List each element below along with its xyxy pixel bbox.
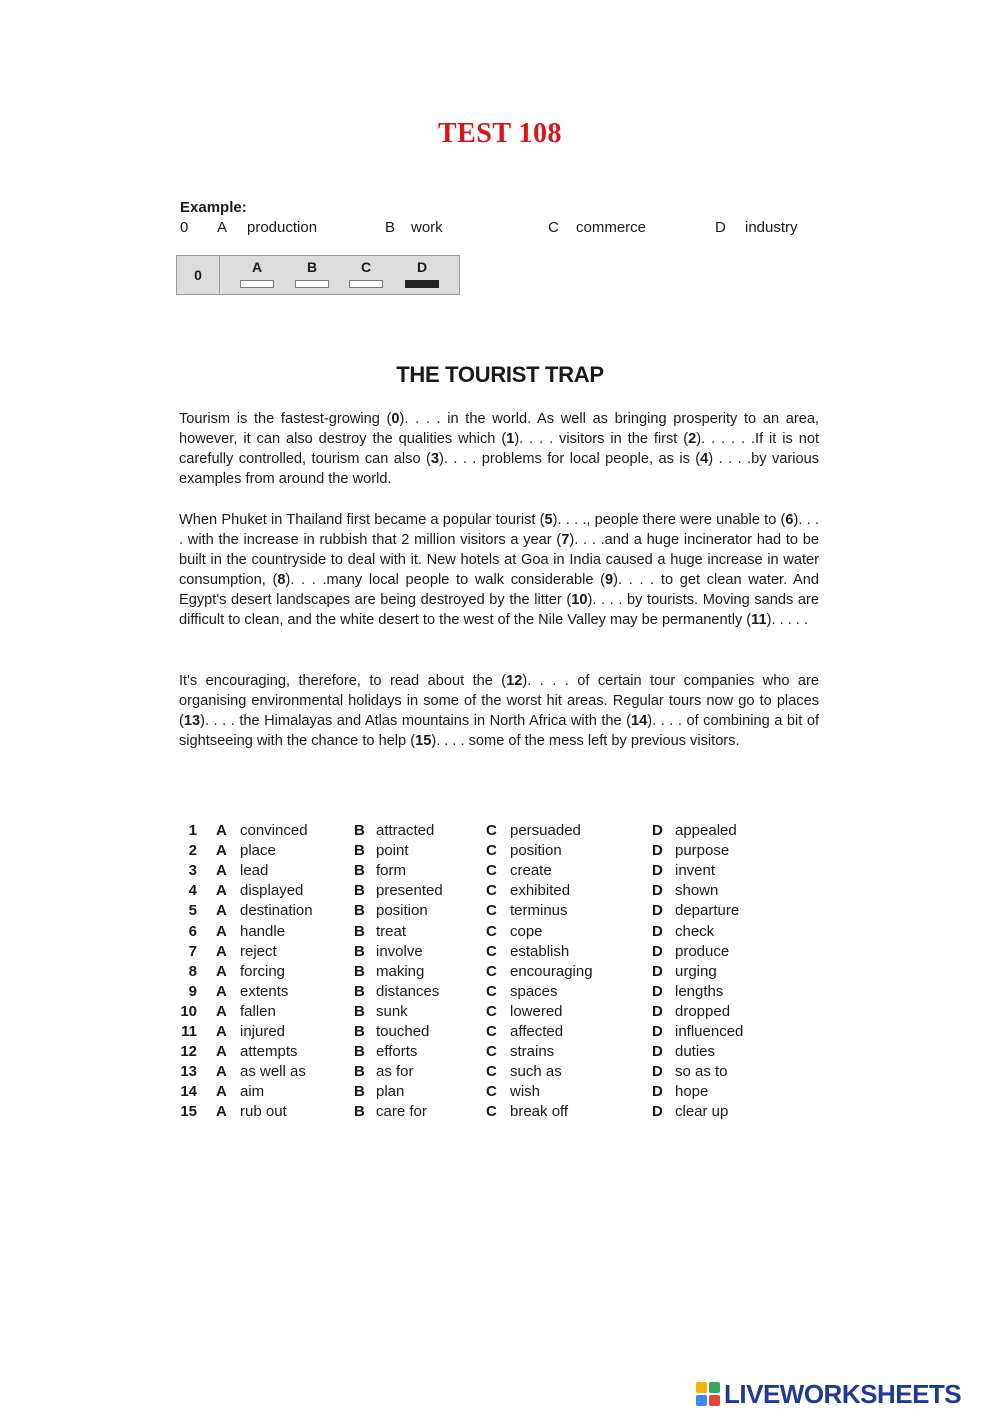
option-text: place [240, 842, 276, 860]
option-text: extents [240, 982, 289, 1000]
option-letter: A [216, 1023, 227, 1040]
example-answer-sheet [176, 255, 460, 295]
option-letter: A [216, 822, 227, 839]
option-text: touched [376, 1023, 430, 1040]
question-number: 12 [180, 1043, 197, 1061]
question-row [176, 983, 816, 1003]
option-text: produce [675, 942, 730, 960]
option-letter: B [354, 1043, 365, 1061]
question-number: 5 [188, 902, 197, 920]
option-letter: C [486, 842, 497, 860]
option-letter: B [354, 1103, 365, 1121]
option-letter: C [486, 882, 497, 900]
liveworksheets-squares-icon [696, 1382, 720, 1406]
option-text: plan [376, 1083, 405, 1101]
option-letter: D [652, 1002, 663, 1020]
answer-sheet-number: 0 [177, 256, 220, 294]
option-text: presented [376, 882, 443, 900]
question-number: 2 [188, 842, 197, 860]
page-title: TEST 108 [437, 118, 563, 149]
option-letter: C [486, 922, 497, 940]
option-text: form [376, 862, 406, 880]
option-letter: A [216, 842, 227, 860]
question-number: 11 [181, 1023, 197, 1040]
question-row [176, 943, 816, 963]
option-text: wish [510, 1083, 541, 1101]
option-letter: A [216, 902, 227, 920]
option-text: position [510, 842, 562, 860]
option-text: reject [240, 942, 277, 960]
option-letter: A [216, 922, 227, 940]
option-letter: D [652, 882, 663, 900]
option-letter: A [216, 962, 227, 980]
answer-sheet-bubble [405, 280, 439, 288]
answer-sheet-bubble [295, 280, 329, 288]
logo-text: LIVEWORKSHEETS [724, 1378, 962, 1409]
option-letter: D [652, 962, 663, 980]
question-row [176, 1103, 816, 1123]
option-letter: C [486, 1103, 497, 1121]
question-number: 8 [188, 962, 197, 980]
option-text: cope [510, 922, 543, 940]
article-paragraph: Tourism is the fastest-growing (0). . . . in the world. As well as bringing prosperity to an area, however, it can also destroy the qualities which (1). . . . visitors in the first (2). . . . . .If it is not carefully controlled, tourism can also (3). . . . problems for local people, as is (4) . . . .by various examples from around the world. [179, 411, 820, 488]
option-text: purpose [675, 842, 730, 860]
option-text: persuaded [510, 822, 581, 839]
option-text: urging [675, 962, 717, 980]
liveworksheets-logo [696, 1378, 961, 1410]
article-paragraph: When Phuket in Thailand first became a popular tourist (5). . . ., people there were unable to (6). . . . with the increase in rubbish that 2 million visitors a year (7). . . .and a huge incinerator had to be built in the countryside to deal with it. New hotels at Goa in India caused a huge increase in water consumption, (8). . . .many local people to walk considerable (9). . . . to get clean water. And Egypt's desert landscapes are being destroyed by the litter (10). . . . by tourists. Moving sands are difficult to clean, and the white desert to the west of the Nile Valley may be permanently (11). . . . . [179, 512, 820, 629]
option-text: attracted [376, 822, 435, 839]
option-letter: D [652, 1043, 663, 1061]
option-text: involve [376, 942, 423, 960]
option-letter: D [652, 1103, 663, 1121]
option-text: terminus [510, 902, 568, 920]
option-text: making [376, 962, 425, 980]
answer-sheet-letter: D [416, 259, 428, 275]
option-text: appealed [675, 822, 737, 839]
question-row [176, 882, 816, 902]
option-text: lengths [675, 982, 724, 1000]
question-number: 6 [188, 922, 197, 940]
example-option-text: commerce [576, 219, 647, 236]
option-letter: D [652, 822, 663, 839]
option-letter: A [216, 1083, 227, 1101]
option-text: lowered [510, 1002, 563, 1020]
option-text: create [510, 862, 552, 880]
option-letter: C [486, 1002, 497, 1020]
option-text: attempts [240, 1043, 298, 1061]
question-row [176, 923, 816, 943]
option-letter: A [216, 882, 227, 900]
option-letter: C [486, 822, 497, 839]
option-letter: B [354, 982, 365, 1000]
question-number: 7 [188, 942, 197, 960]
question-row [176, 862, 816, 882]
option-text: clear up [675, 1103, 729, 1121]
option-letter: C [486, 902, 497, 920]
option-text: efforts [376, 1043, 418, 1061]
option-text: rub out [240, 1103, 287, 1121]
option-text: as well as [240, 1063, 306, 1081]
option-text: injured [240, 1023, 286, 1040]
question-row [176, 902, 816, 922]
option-letter: B [354, 822, 365, 839]
option-letter: B [354, 882, 365, 900]
option-letter: C [486, 1023, 497, 1040]
option-text: sunk [376, 1002, 408, 1020]
option-letter: B [354, 1083, 365, 1101]
option-text: so as to [675, 1063, 728, 1081]
option-text: influenced [675, 1023, 744, 1040]
option-letter: C [486, 942, 497, 960]
option-letter: B [354, 1063, 365, 1081]
option-text: affected [510, 1023, 564, 1040]
option-text: care for [376, 1103, 427, 1121]
option-letter: A [216, 942, 227, 960]
option-letter: B [354, 1002, 365, 1020]
question-number: 1 [188, 822, 197, 839]
logo-square [709, 1395, 720, 1406]
option-letter: D [652, 902, 663, 920]
option-letter: B [354, 942, 365, 960]
option-letter: C [486, 1083, 497, 1101]
question-row [176, 963, 816, 983]
option-letter: A [216, 862, 227, 880]
question-row [176, 822, 816, 842]
example-option-letter: B [385, 219, 396, 236]
option-text: strains [510, 1043, 555, 1061]
option-text: invent [675, 862, 716, 880]
option-text: dropped [675, 1002, 731, 1020]
option-letter: D [652, 1083, 663, 1101]
example-option-letter: C [548, 219, 559, 236]
option-letter: B [354, 902, 365, 920]
option-letter: D [652, 922, 663, 940]
logo-square [709, 1382, 720, 1393]
option-text: destination [240, 902, 313, 920]
question-row [176, 842, 816, 862]
example-option-text: work [411, 219, 443, 236]
question-row [176, 1063, 816, 1083]
answer-sheet-letter: B [306, 259, 318, 275]
example-option-text: industry [745, 219, 798, 236]
question-number: 9 [188, 982, 197, 1000]
option-letter: A [216, 1002, 227, 1020]
example-option-text: production [247, 219, 318, 236]
option-letter: D [652, 982, 663, 1000]
logo-square [696, 1395, 707, 1406]
option-text: distances [376, 982, 440, 1000]
option-text: lead [240, 862, 269, 880]
question-number: 15 [180, 1103, 197, 1121]
example-label: Example: [180, 199, 247, 216]
option-letter: B [354, 862, 365, 880]
article-paragraph: It's encouraging, therefore, to read about the (12). . . . of certain tour companies who are organising environmental holidays in some of the worst hit areas. Regular tours now go to places (13). . . . the Himalayas and Atlas mountains in North Africa with the (14). . . . of combining a bit of sightseeing with the chance to help (15). . . . some of the mess left by previous visitors. [179, 673, 819, 750]
question-number: 10 [180, 1002, 197, 1020]
option-text: forcing [240, 962, 286, 980]
question-number: 14 [180, 1083, 197, 1101]
option-letter: D [652, 862, 663, 880]
option-letter: C [486, 1043, 497, 1061]
option-letter: C [486, 962, 497, 980]
question-row [176, 1043, 816, 1063]
option-text: encouraging [510, 962, 593, 980]
option-letter: B [354, 922, 365, 940]
option-letter: C [486, 982, 497, 1000]
question-number: 13 [180, 1063, 197, 1081]
option-text: hope [675, 1083, 709, 1101]
option-letter: A [216, 1043, 227, 1061]
example-option-letter: A [217, 219, 228, 236]
answer-sheet-letter: A [251, 259, 263, 275]
option-text: spaces [510, 982, 558, 1000]
question-number: 4 [188, 882, 197, 900]
option-text: break off [510, 1103, 569, 1121]
option-text: convinced [240, 822, 308, 839]
option-letter: A [216, 1103, 227, 1121]
question-number: 3 [188, 862, 197, 880]
option-text: displayed [240, 882, 304, 900]
option-text: handle [240, 922, 286, 940]
option-letter: C [486, 1063, 497, 1081]
option-letter: A [216, 1063, 227, 1081]
option-letter: D [652, 942, 663, 960]
answer-sheet-bubble [240, 280, 274, 288]
example-option-letter: D [715, 219, 726, 236]
logo-square [696, 1382, 707, 1393]
option-text: aim [240, 1083, 265, 1101]
option-text: duties [675, 1043, 716, 1061]
option-text: check [675, 922, 715, 940]
option-text: position [376, 902, 428, 920]
option-text: fallen [240, 1002, 276, 1020]
answer-sheet-letter: C [360, 259, 372, 275]
question-row [176, 1083, 816, 1103]
option-letter: B [354, 962, 365, 980]
option-text: establish [510, 942, 570, 960]
option-letter: D [652, 1063, 663, 1081]
option-letter: B [354, 1023, 365, 1040]
option-letter: C [486, 862, 497, 880]
option-text: departure [675, 902, 740, 920]
option-text: shown [675, 882, 719, 900]
option-text: such as [510, 1063, 562, 1081]
option-text: treat [376, 922, 407, 940]
option-text: as for [376, 1063, 414, 1081]
option-letter: B [354, 842, 365, 860]
answer-sheet-bubble [349, 280, 383, 288]
option-text: exhibited [510, 882, 571, 900]
example-number: 0 [180, 219, 189, 236]
article-title: THE TOURIST TRAP [396, 362, 604, 387]
option-text: point [376, 842, 409, 860]
option-letter: D [652, 1023, 663, 1040]
question-row [176, 1023, 816, 1043]
option-letter: A [216, 982, 227, 1000]
question-row [176, 1003, 816, 1023]
option-letter: D [652, 842, 663, 860]
